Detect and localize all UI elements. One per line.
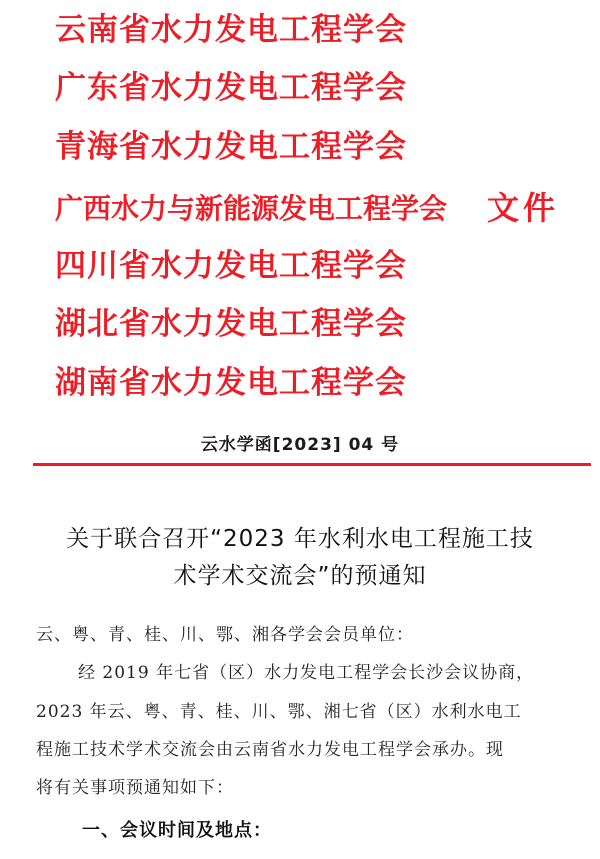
org-name-qinghai: 青海省水力发电工程学会: [55, 129, 407, 165]
section-heading: 一、会议时间及地点：: [82, 820, 272, 841]
salutation: 云、粤、青、桂、川、鄂、湘各学会会员单位：: [36, 625, 414, 645]
paragraph-line: 2023 年云、粤、青、桂、川、鄂、湘七省（区）水利水电工: [36, 702, 522, 722]
org-name-yunnan: 云南省水力发电工程学会: [55, 12, 407, 48]
document-title-line1: 关于联合召开“2023 年水利水电工程施工技: [66, 526, 534, 552]
org-name-hubei: 湖北省水力发电工程学会: [55, 306, 407, 342]
org-name-guangxi: 广西水力与新能源发电工程学会: [55, 192, 448, 225]
paragraph-line: 经 2019 年七省（区）水力发电工程学会长沙会议协商，: [78, 663, 535, 683]
document-number: 云水学函[2023] 04 号: [200, 435, 400, 455]
document-label: 文件: [487, 189, 560, 227]
org-name-sichuan: 四川省水力发电工程学会: [55, 248, 407, 284]
paragraph-line: 程施工技术学术交流会由云南省水力发电工程学会承办。现: [36, 740, 504, 760]
red-divider-line: [33, 463, 591, 466]
org-name-guangdong: 广东省水力发电工程学会: [55, 70, 407, 106]
document-title-line2: 术学术交流会”的预通知: [173, 563, 427, 589]
org-name-hunan: 湖南省水力发电工程学会: [55, 365, 407, 401]
paragraph-line: 将有关事项预通知如下：: [36, 778, 234, 798]
